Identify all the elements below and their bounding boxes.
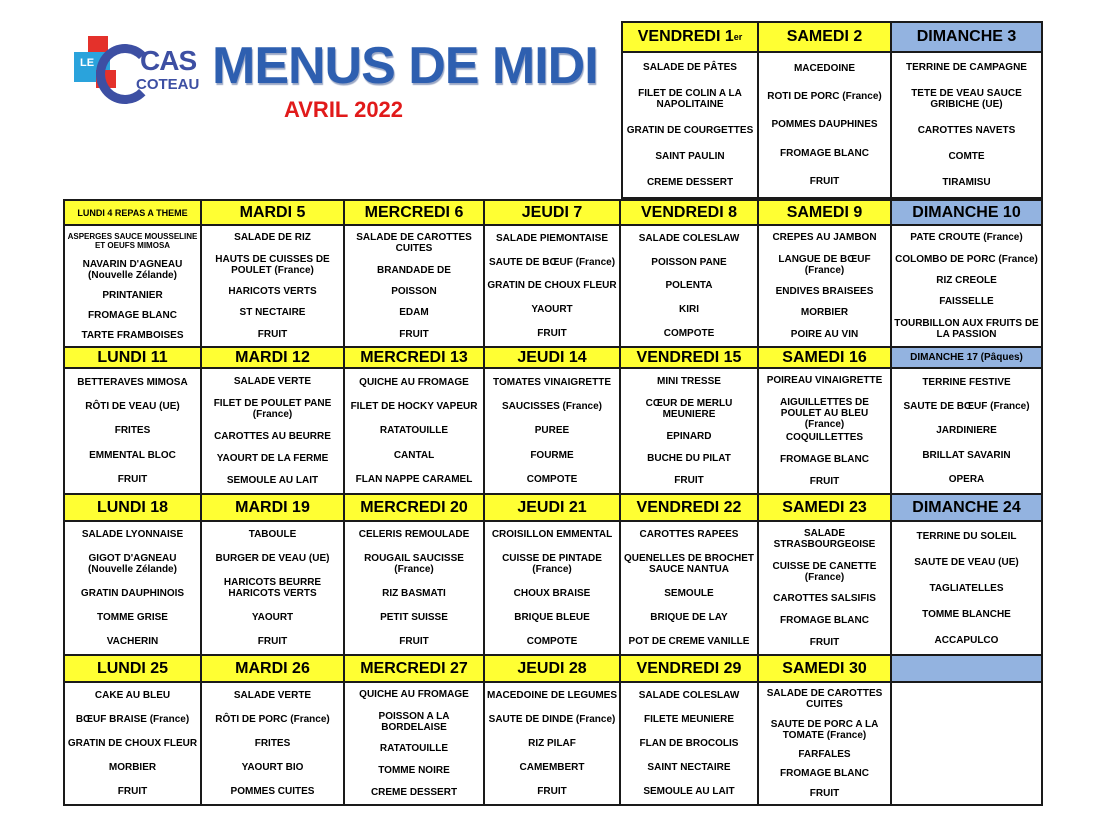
day-header-label: SAMEDI 2: [786, 28, 863, 45]
dish-item: QUICHE AU FROMAGE: [359, 376, 469, 388]
dish-item: FILET DE HOCKY VAPEUR: [350, 401, 478, 413]
dish-item: ROUGAIL SAUCISSE (France): [364, 553, 464, 576]
dish-item: TERRINE FESTIVE: [922, 376, 1011, 388]
dish-item: QUICHE AU FROMAGE: [359, 689, 469, 701]
dish-item: YAOURT BIO: [241, 761, 304, 773]
dish-item: SALADE DE PÂTES: [643, 61, 737, 73]
dish-item: SEMOULE AU LAIT: [226, 475, 319, 487]
dish-item: CELERIS REMOULADE: [358, 529, 470, 541]
dish-item: CAMEMBERT: [519, 761, 585, 773]
day-header-label: JEUDI 21: [517, 498, 587, 516]
dish-item: FRITES: [254, 737, 291, 749]
day-header-mardi: [202, 656, 345, 683]
dish-item: SAUTE DE PORC A LA TOMATE (France): [770, 718, 879, 741]
dish-item: FLAN DE BROCOLIS: [639, 737, 739, 749]
day-header-jeudi: [485, 199, 621, 226]
dish-item: TERRINE DE CAMPAGNE: [906, 61, 1027, 73]
dish-item: FLAN NAPPE CARAMEL: [355, 474, 473, 486]
dish-item: FRUIT: [537, 327, 567, 339]
dish-item: COMPOTE: [526, 635, 578, 647]
menu-cell-lundi: [63, 226, 202, 348]
dish-item: FRUIT: [399, 635, 429, 647]
day-header-label: MERCREDI 6: [364, 203, 464, 221]
dish-item: FRUIT: [399, 328, 429, 340]
ordinal-suffix: er: [733, 32, 743, 42]
dish-item: VACHERIN: [106, 635, 159, 647]
dish-item: RATATOUILLE: [379, 743, 449, 755]
dish-item: MORBIER: [800, 307, 849, 319]
dish-item: SALADE COLESLAW: [638, 690, 740, 702]
menu-cell-jeudi: [485, 683, 621, 806]
dish-item: CŒUR DE MERLU MEUNIERE: [645, 397, 733, 420]
dish-item: FILETE MEUNIERE: [643, 714, 734, 726]
dish-item: FROMAGE BLANC: [780, 147, 869, 159]
dish-item: BETTERAVES MIMOSA: [77, 376, 188, 388]
dish-item: CAROTTES RAPEES: [639, 529, 739, 541]
dish-item: CREPES AU JAMBON: [772, 232, 877, 244]
day-header-vendredi: [621, 656, 759, 683]
menu-cell-mardi: [202, 226, 345, 348]
dish-item: BRIQUE BLEUE: [514, 611, 590, 623]
dish-item: FRUIT: [117, 474, 148, 486]
dish-item: SALADE COLESLAW: [638, 233, 740, 245]
dish-item: YAOURT: [531, 304, 573, 316]
dish-item: SALADE VERTE: [233, 690, 312, 702]
dish-item: HARICOTS VERTS: [228, 285, 317, 297]
dish-item: ASPERGES SAUCE MOUSSELINE ET OEUFS MIMOSA: [67, 231, 198, 250]
dish-item: HAUTS DE CUISSES DE POULET (France): [215, 253, 330, 276]
day-header-vendredi: [621, 495, 759, 522]
dish-item: SALADE DE RIZ: [234, 232, 311, 244]
dish-item: OPERA: [948, 474, 985, 486]
day-header-label: DIMANCHE 17 (Pâques): [910, 352, 1023, 363]
dish-item: POISSON A LA BORDELAISE: [378, 710, 450, 733]
dish-item: SALADE PIEMONTAISE: [495, 233, 609, 245]
day-header-mercredi: [345, 348, 485, 369]
dish-item: SALADE LYONNAISE: [81, 529, 184, 541]
day-header-label: SAMEDI 16: [782, 348, 867, 366]
dish-item: SAUTE DE BŒUF (France): [488, 256, 616, 268]
dish-item: COMPOTE: [663, 327, 715, 339]
dish-item: FILET DE COLIN A LA NAPOLITAINE: [638, 87, 742, 110]
dish-item: CAROTTES AU BEURRE: [214, 430, 331, 442]
dish-item: TAGLIATELLES: [929, 582, 1004, 594]
dish-item: GIGOT D'AGNEAU (Nouvelle Zélande): [88, 553, 177, 576]
dish-item: FROMAGE BLANC: [780, 453, 869, 465]
menu-cell-vendredi: [621, 53, 759, 199]
dish-item: POIRE AU VIN: [790, 328, 859, 340]
day-header-samedi: [759, 495, 892, 522]
dish-item: CREME DESSERT: [646, 177, 734, 189]
menu-cell-vendredi: [621, 522, 759, 656]
day-header-label: VENDREDI 8: [640, 203, 738, 221]
dish-item: SAINT NECTAIRE: [647, 761, 731, 773]
dish-item: CHOUX BRAISE: [513, 587, 591, 599]
day-header-label: SAMEDI 30: [782, 659, 867, 677]
dish-item: SEMOULE: [664, 587, 714, 599]
day-header-label: VENDREDI 22: [636, 498, 742, 516]
dish-item: POT DE CREME VANILLE: [628, 635, 750, 647]
dish-item: POMMES DAUPHINES: [771, 119, 878, 131]
dish-item: FROMAGE BLANC: [780, 615, 869, 627]
menu-cell-mercredi: [345, 369, 485, 495]
dish-item: BRANDADE DE: [377, 264, 451, 276]
day-header-label: DIMANCHE 3: [916, 28, 1017, 45]
day-header-label: MERCREDI 27: [360, 659, 468, 677]
dish-item: FILET DE POULET PANE (France): [213, 397, 332, 420]
menu-cell-dimanche: [892, 53, 1043, 199]
dish-item: FRUIT: [257, 635, 288, 647]
dish-item: RIZ BASMATI: [382, 587, 446, 599]
menu-cell-mardi: [202, 369, 345, 495]
dish-item: RIZ PILAF: [528, 737, 576, 749]
menu-grid: [63, 21, 1043, 799]
dish-item: COMPOTE: [526, 474, 578, 486]
day-header-samedi: [759, 348, 892, 369]
day-header-label: MERCREDI 13: [360, 348, 468, 366]
dish-item: SALADE DE CAROTTES CUITES: [356, 232, 472, 255]
dish-item: GRATIN DAUPHINOIS: [80, 587, 185, 599]
logo-coteau-text: COTEAU: [136, 76, 200, 93]
dish-item: MACEDOINE DE LEGUMES: [486, 690, 617, 702]
dish-item: FRUIT: [809, 176, 840, 188]
dish-item: PETIT SUISSE: [380, 611, 448, 623]
dish-item: FOURME: [530, 449, 574, 461]
dish-item: POIREAU VINAIGRETTE: [766, 375, 883, 387]
dish-item: ACCAPULCO: [934, 634, 999, 646]
menu-cell-vendredi: [621, 369, 759, 495]
menu-cell-dimanche: [892, 226, 1043, 348]
dish-item: JARDINIERE: [936, 425, 997, 437]
dish-item: SALADE DE CAROTTES CUITES: [766, 688, 883, 711]
dish-item: LANGUE DE BŒUF (France): [778, 253, 871, 276]
day-header-dimanche: [892, 656, 1043, 683]
menu-cell-vendredi: [621, 226, 759, 348]
day-header-label: JEUDI 28: [517, 659, 587, 677]
day-header-lundi: [63, 656, 202, 683]
dish-item: FARFALES: [798, 748, 851, 760]
dish-item: GRATIN DE CHOUX FLEUR: [67, 737, 198, 749]
dish-item: TOURBILLON AUX FRUITS DE LA PASSION: [894, 317, 1039, 340]
day-header-label: LUNDI 11: [97, 348, 168, 366]
day-header-label: MARDI 19: [235, 498, 310, 516]
day-header-samedi: [759, 199, 892, 226]
dish-item: NAVARIN D'AGNEAU (Nouvelle Zélande): [82, 258, 183, 281]
logo-cas-text: CAS: [140, 45, 197, 76]
day-header-lundi: [63, 199, 202, 226]
dish-item: YAOURT: [251, 611, 294, 623]
dish-item: COQUILLETTES: [785, 431, 864, 443]
dish-item: EMMENTAL BLOC: [89, 449, 176, 461]
dish-item: HARICOTS BEURRE HARICOTS VERTS: [223, 576, 322, 599]
dish-item: SAINT PAULIN: [655, 151, 725, 163]
dish-item: TOMME GRISE: [97, 611, 168, 623]
menu-cell-jeudi: [485, 369, 621, 495]
dish-item: RÔTI DE VEAU (UE): [85, 401, 180, 413]
dish-item: FRUIT: [674, 475, 704, 487]
day-header-samedi: [759, 21, 892, 53]
dish-item: SEMOULE AU LAIT: [643, 785, 735, 797]
dish-item: GRATIN DE CHOUX FLEUR: [487, 280, 617, 292]
day-header-jeudi: [485, 495, 621, 522]
day-header-label: VENDREDI 29: [636, 659, 742, 677]
menu-cell-lundi: [63, 683, 202, 806]
dish-item: FAISSELLE: [939, 296, 994, 308]
day-header-label: SAMEDI 9: [786, 203, 863, 221]
dish-item: FRUIT: [809, 636, 840, 648]
dish-item: CAROTTES NAVETS: [917, 124, 1016, 136]
menu-cell-dimanche: [892, 369, 1043, 495]
menu-cell-samedi: [759, 369, 892, 495]
day-header-label: MERCREDI 20: [360, 498, 468, 516]
dish-item: TOMATES VINAIGRETTE: [493, 376, 611, 388]
dish-item: POISSON PANE: [651, 256, 727, 268]
dish-item: ROTI DE PORC (France): [767, 91, 882, 103]
dish-item: BRIQUE DE LAY: [650, 611, 728, 623]
day-header-label: VENDREDI 1: [637, 28, 734, 45]
day-header-label: DIMANCHE 10: [912, 203, 1021, 221]
menu-cell-jeudi: [485, 226, 621, 348]
menu-cell-vendredi: [621, 683, 759, 806]
day-header-jeudi: [485, 656, 621, 683]
dish-item: PATE CROUTE (France): [910, 232, 1023, 244]
dish-item: SAUCISSES (France): [501, 401, 603, 413]
dish-item: MORBIER: [108, 761, 157, 773]
day-header-lundi: [63, 495, 202, 522]
logo-le-text: LE: [80, 57, 95, 69]
dish-item: SAUTE DE BŒUF (France): [903, 401, 1030, 413]
dish-item: COLOMBO DE PORC (France): [895, 253, 1038, 265]
dish-item: TIRAMISU: [942, 177, 991, 189]
day-header-dimanche: [892, 495, 1043, 522]
dish-item: TABOULE: [248, 529, 297, 541]
day-header-label: DIMANCHE 24: [912, 498, 1021, 516]
menu-cell-dimanche: [892, 683, 1043, 806]
dish-item: TETE DE VEAU SAUCE GRIBICHE (UE): [911, 87, 1022, 110]
dish-item: POLENTA: [665, 280, 713, 292]
dish-item: TARTE FRAMBOISES: [81, 329, 184, 341]
page-subtitle: AVRIL 2022: [284, 97, 404, 122]
dish-item: FRUIT: [809, 787, 840, 799]
dish-item: BRILLAT SAVARIN: [922, 449, 1011, 461]
day-header-mercredi: [345, 656, 485, 683]
dish-item: POMMES CUITES: [230, 785, 315, 797]
day-header-label: LUNDI 18: [96, 498, 169, 516]
page-title: MENUS DE MIDI: [212, 37, 598, 95]
dish-item: CUISSE DE PINTADE (France): [502, 553, 602, 576]
menu-cell-dimanche: [892, 522, 1043, 656]
day-header-label: MARDI 26: [235, 659, 310, 677]
menu-cell-mercredi: [345, 226, 485, 348]
day-header-jeudi: [485, 348, 621, 369]
dish-item: PUREE: [534, 425, 570, 437]
day-header-label: MARDI 12: [235, 348, 310, 366]
dish-item: RÔTI DE PORC (France): [215, 714, 330, 726]
day-header-mercredi: [345, 199, 485, 226]
day-header-mardi: [202, 199, 345, 226]
dish-item: FRUIT: [117, 785, 148, 797]
day-header-dimanche: [892, 199, 1043, 226]
menu-cell-mercredi: [345, 522, 485, 656]
dish-item: YAOURT DE LA FERME: [216, 453, 329, 465]
day-header-samedi: [759, 656, 892, 683]
day-header-mercredi: [345, 495, 485, 522]
dish-item: RIZ CREOLE: [936, 274, 997, 286]
dish-item: CANTAL: [393, 449, 435, 461]
dish-item: FRUIT: [257, 328, 288, 340]
dish-item: KIRI: [679, 304, 699, 316]
dish-item: SALADE STRASBOURGEOISE: [773, 528, 876, 551]
day-header-vendredi: [621, 199, 759, 226]
dish-item: GRATIN DE COURGETTES: [626, 124, 754, 136]
dish-item: EDAM: [399, 307, 429, 319]
day-header-label: VENDREDI 15: [636, 348, 742, 366]
dish-item: CAKE AU BLEU: [94, 690, 171, 702]
dish-item: CUISSE DE CANETTE (France): [772, 560, 877, 583]
dish-item: MINI TRESSE: [657, 375, 721, 387]
dish-item: CAROTTES SALSIFIS: [773, 593, 876, 605]
dish-item: FROMAGE BLANC: [780, 768, 869, 780]
menu-cell-samedi: [759, 226, 892, 348]
menu-cell-lundi: [63, 522, 202, 656]
dish-item: ENDIVES BRAISEES: [775, 285, 874, 297]
dish-item: FRUIT: [809, 475, 840, 487]
day-header-dimanche: [892, 21, 1043, 53]
menu-cell-samedi: [759, 683, 892, 806]
day-header-label: LUNDI 4 REPAS A THEME: [77, 207, 188, 218]
menu-cell-jeudi: [485, 522, 621, 656]
dish-item: QUENELLES DE BROCHET SAUCE NANTUA: [623, 553, 754, 576]
dish-item: EPINARD: [666, 430, 712, 442]
menu-cell-mardi: [202, 522, 345, 656]
day-header-lundi: [63, 348, 202, 369]
dish-item: RATATOUILLE: [379, 425, 449, 437]
day-header-dimanche: [892, 348, 1043, 369]
dish-item: SAUTE DE DINDE (France): [488, 714, 616, 726]
dish-item: TOMME NOIRE: [378, 765, 450, 777]
day-header-mardi: [202, 495, 345, 522]
dish-item: FROMAGE BLANC: [88, 309, 177, 321]
dish-item: TOMME BLANCHE: [922, 608, 1011, 620]
dish-item: CREME DESSERT: [370, 786, 458, 798]
day-header-vendredi: [621, 348, 759, 369]
menu-cell-mercredi: [345, 683, 485, 806]
menu-cell-mardi: [202, 683, 345, 806]
dish-item: FRITES: [114, 425, 151, 437]
day-header-label: JEUDI 14: [517, 348, 587, 366]
dish-item: CROISILLON EMMENTAL: [491, 529, 613, 541]
day-header-label: JEUDI 7: [521, 203, 583, 221]
dish-item: MACEDOINE: [793, 62, 856, 74]
dish-item: BŒUF BRAISE (France): [75, 714, 190, 726]
menu-cell-lundi: [63, 369, 202, 495]
day-header-vendredi: [621, 21, 759, 53]
dish-item: SALADE VERTE: [233, 375, 312, 387]
dish-item: FRUIT: [537, 785, 567, 797]
dish-item: PRINTANIER: [102, 289, 163, 301]
day-header-label: SAMEDI 23: [782, 498, 867, 516]
dish-item: BURGER DE VEAU (UE): [215, 553, 330, 565]
dish-item: BUCHE DU PILAT: [647, 453, 731, 465]
dish-item: TERRINE DU SOLEIL: [916, 530, 1017, 542]
dish-item: COMTE: [948, 151, 985, 163]
menu-cell-samedi: [759, 522, 892, 656]
dish-item: SAUTE DE VEAU (UE): [914, 556, 1019, 568]
day-header-mardi: [202, 348, 345, 369]
menu-cell-samedi: [759, 53, 892, 199]
day-header-label: MARDI 5: [239, 203, 306, 221]
dish-item: AIGUILLETTES DE POULET AU BLEU (France): [780, 397, 869, 431]
dish-item: POISSON: [391, 285, 437, 297]
dish-item: ST NECTAIRE: [239, 307, 306, 319]
day-header-label: LUNDI 25: [96, 659, 169, 677]
